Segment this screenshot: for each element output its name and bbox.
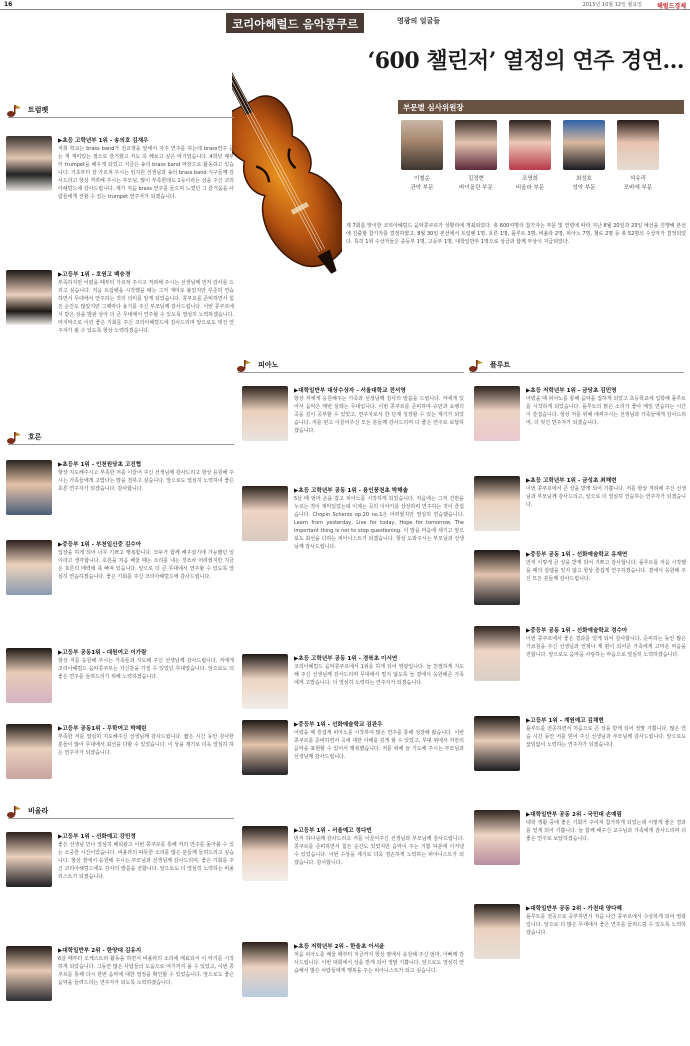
divider [8, 444, 234, 445]
entry-flute-5 [474, 716, 688, 800]
entry-heading: ▶대학일반부 공동 2위 - 가천대 양다혜 [526, 906, 622, 912]
entry-heading: ▶대학일반부 2위 - 한양대 김유지 [58, 948, 142, 954]
entry-heading: ▶중등부 공동 1위 - 선화예술학교 정수아 [526, 628, 628, 634]
winner-photo [474, 626, 520, 681]
entry-heading: ▶고등부 공동1위 - 대원여고 이가람 [58, 650, 147, 656]
entry-body: 이번 콩쿠르에서 큰 상을 받게 되어 기쁩니다. 저를 항상 격려해 주신 선생님과 부모님께 감사드리고, 앞으로 더 열심히 연습하는 연주자가 되겠습니다. [526, 486, 686, 508]
entry-body: 항상 저를 응원해 주시는 가족들과 지도해 주신 선생님께 감사드립니다. 저에게 코리아헤럴드 음악콩쿠르는 자신감을 가질 수 있었던 무대였습니다. 앞으로도 더 좋은 연주를 들려드리기 위해 노력하겠습니다. [58, 658, 234, 680]
entry-heading: ▶중등부 1위 - 부천일신중 김수아 [58, 542, 142, 548]
jury-part: 비올라 부문 [515, 185, 545, 191]
entry-body: 어렸을 때 즐겁게 피아노를 시작하여 많은 연주를 통해 성장해 왔습니다. 이번 콩쿠르를 준비하면서 곡에 대한 이해를 깊게 할 수 있었고, 무대 위에서 저만의 음악을 표현할 수 있어서 행복했습니다. 저를 위해 늘 기도해 주시는 부모님과 선생님께 감사드립니다. [294, 730, 464, 760]
winner-photo [474, 550, 520, 605]
winner-photo [474, 476, 520, 531]
winner-photo [242, 654, 288, 709]
winner-photo [474, 716, 520, 771]
winner-photo [474, 904, 520, 959]
entry-horn-3 [6, 648, 234, 708]
winner-photo [6, 648, 52, 703]
headline: ‘600 챌린저’ 열정의 연주 경연… [367, 48, 684, 74]
jury-member [508, 120, 552, 191]
jury-photo [563, 120, 605, 170]
divider [8, 818, 234, 819]
jury-member [400, 120, 444, 191]
entry-viola-1 [6, 832, 234, 938]
entry-heading: ▶초등 저학년부 2위 - 한울초 이서윤 [294, 944, 385, 950]
entry-piano-2 [242, 486, 464, 646]
note-icon [468, 360, 484, 372]
jury-row [398, 120, 688, 210]
winner-photo [242, 720, 288, 775]
divider [238, 372, 464, 373]
entry-body: 부족한 저를 열심히 지도해주신 선생님께 감사드립니다. 짧은 시간 동안 감사한 분들이 많아 무대에서 최선을 다할 수 있었습니다. 이 상을 계기로 더욱 열심히 하는 연주자가 되겠습니다. [58, 734, 234, 756]
paper-name: 헤럴드경제 [657, 3, 686, 10]
jury-photo [401, 120, 443, 170]
entry-body: 처음 피아노를 배울 때부터 지금까지 항상 옆에서 응원해 주신 엄마, 아빠께 감사드립니다. 이번 대회에서 상을 받게 되어 정말 기쁩니다. 앞으로도 열심히 연습해서 많은 사람들에게 행복을 주는 피아니스트가 되고 싶습니다. [294, 952, 464, 974]
entry-body: 어렸을 때 피아노를 통해 음악을 접하게 되었고 초등학교에 입학해 플루트를 시작하게 되었습니다. 플루트의 맑은 소리가 좋아 매일 연습하는 시간이 즐겁습니다. 항상 저를 위해 애써주시는 선생님과 가족들에게 감사드리며, 더 멋진 연주자가 되겠습니다. [526, 396, 686, 426]
jury-photo [617, 120, 659, 170]
entry-heading: ▶초등 고학년부 공동 1위 - 경북초 이서연 [294, 656, 398, 662]
entry-flute-2 [474, 476, 688, 538]
entry-heading: ▶중등부 1위 - 선화예술학교 김관우 [294, 722, 383, 728]
masthead-title: 코리아헤럴드 음악콩쿠르 [226, 13, 364, 33]
entry-heading: ▶고등부 공동1위 - 무학여고 박혜린 [58, 726, 147, 732]
page-number: 16 [4, 1, 13, 8]
entry-flute-1 [474, 386, 688, 470]
entry-heading: ▶대학일반부 공동 2위 - 국민대 손예림 [526, 812, 622, 818]
entry-heading: ▶고등부 1위 - 선화예고 강민정 [58, 834, 136, 840]
entry-heading: ▶고등부 1위 - 서울예고 정다빈 [294, 828, 372, 834]
entry-heading: ▶고등부 1위 - 호원고 백승경 [58, 272, 131, 278]
section-title: 비올라 [28, 807, 49, 815]
jury-part: 모바에 부문 [623, 185, 653, 191]
section-trumpet [6, 105, 234, 117]
entry-piano-3 [242, 654, 464, 716]
winner-photo [242, 942, 288, 997]
winner-photo [6, 946, 52, 1001]
section-piano [236, 360, 464, 372]
issue-date: 2015년 10월 12일 월요일 [582, 2, 642, 8]
jury-member [616, 120, 660, 191]
entry-viola-2 [6, 946, 234, 1042]
jury-photo [455, 120, 497, 170]
entry-horn-2 [6, 540, 234, 644]
jury-part: 성악 부문 [572, 185, 596, 191]
winner-photo [242, 386, 288, 441]
section-title: 호른 [28, 433, 42, 441]
jury-photo [509, 120, 551, 170]
winner-photo [242, 826, 288, 881]
entry-body: 플루트를 전공하면서 처음으로 큰 상을 받게 되어 정말 기쁩니다. 많은 연습 시간 동안 저를 믿어 주신 선생님과 부모님께 감사드립니다. 앞으로도 끊임없이 노력하는 연주자가 되겠습니다. [526, 726, 686, 748]
entry-heading: ▶초등 고학년부 공동 1위 - 용인풍천초 박해솔 [294, 488, 409, 494]
jury-part: 관악 부문 [410, 185, 434, 191]
entry-trumpet-1 [6, 136, 234, 262]
divider [470, 372, 684, 373]
jury-part: 바이올린 부문 [459, 185, 493, 191]
section-title: 플루트 [490, 361, 511, 369]
entry-body: 이번 콩쿠르에서 좋은 결과를 얻게 되어 감사합니다. 준비하는 동안 많은 가르침을 주신 선생님과 언제나 제 편이 되어준 가족에게 고마운 마음을 전합니다. 앞으로도 음악을 사랑하는 마음으로 열심히 노력하겠습니다. [526, 636, 686, 658]
note-icon [6, 432, 22, 444]
entry-body: 입상을 하게 되어 너무 기쁘고 행복합니다. 모두가 함께 해주셨기에 가능했던 일이라고 생각합니다. 호른을 처음 배울 때는 소리를 내는 것조차 어려웠지만 지금은 호른의 매력에 푹 빠져 있습니다. 앞으로 더 큰 무대에서 연주할 수 있도록 열심히 연습하겠습니다. 좋은 기회를 주신 코리아헤럴드에 감사드립니다. [58, 550, 234, 580]
entry-heading: ▶초등 고학년부 1위 - 금성초 최해련 [526, 478, 617, 484]
winner-photo [6, 460, 52, 515]
entry-body: 항상 지도해주시고 부족한 저를 이끌어 주신 선생님께 감사드리고 항상 응원해 주시는 가족들에게 고맙다는 말을 전하고 싶습니다. 앞으로도 열심히 노력하여 좋은 호른 연주자가 되겠습니다. 감사합니다. [58, 470, 234, 492]
page-header [0, 0, 690, 10]
jury-name: 김정현 [468, 176, 484, 182]
entry-flute-4 [474, 626, 688, 706]
intro-paragraph: 제 7회를 맞이한 코리아헤럴드 음악콩쿠르가 성황리에 개최되었다. 총 600여명의 참가자는 부문 및 연령에 따라 지난 8월 20일과 23일 예선을 진행해 본선에 진출할 참가자를 결정하였고, 8월 30일 본선에서 트럼펫 1명, 호른 1명, 플루트 3명, 비올라 2명, 피아노 7명, 첼로 2명 등 총 52명의 수상자가 결정되었다. 특히 1위 수상자들은 중등부 1명, 고등부 1명, 대학일반부 1명으로 상금과 함께 부상이 지급되었다. [346, 223, 686, 245]
jury-name: 이철순 [414, 176, 430, 182]
entry-piano-4 [242, 720, 464, 810]
note-icon [236, 360, 252, 372]
entry-body: 먼저 하나님께 감사드리고 저를 이끌어주신 선생님과 부모님께 감사드립니다. 콩쿠르를 준비하면서 힘든 순간도 있었지만 음악이 주는 기쁨 덕분에 이겨낼 수 있었습니다. 이번 수상을 계기로 더욱 겸손하게 노력하는 피아니스트가 되겠습니다. 감사합니다. [294, 836, 464, 866]
entry-heading: ▶초등 저학년부 1위 - 금당초 김민영 [526, 388, 617, 394]
section-title: 피아노 [258, 361, 279, 369]
section-flute [468, 360, 688, 372]
section-title: 트럼펫 [28, 106, 49, 114]
entry-trumpet-2 [6, 270, 234, 416]
winner-photo [6, 724, 52, 779]
entry-horn-4 [6, 724, 234, 790]
jury-member [562, 120, 606, 191]
entry-heading: ▶중등부 공동 1위 - 선화예술학교 유재연 [526, 552, 628, 558]
winner-photo [474, 386, 520, 441]
note-icon [6, 806, 22, 818]
jury-banner: 부문별 심사위원장 [398, 100, 684, 114]
jury-name: 석유리 [630, 176, 646, 182]
section-viola [6, 806, 234, 818]
entry-horn-1 [6, 460, 234, 526]
jury-name: 최성호 [576, 176, 592, 182]
winner-photo [6, 136, 52, 191]
winner-photo [6, 832, 52, 887]
winner-photo [474, 810, 520, 865]
masthead-subtitle: 영광의 얼굴들 [397, 17, 441, 25]
entry-body: 6살 때부터 오케스트라 활동을 하면서 비올라의 소리에 매료되어 이 악기를 시작하게 되었습니다. 그동안 많은 사람들의 도움으로 여기까지 올 수 있었고, 이번 콩쿠르를 통해 다시 한번 음악에 대한 열정을 확인할 수 있었습니다. 앞으로도 좋은 음악을 들려드리는 연주자가 되도록 노력하겠습니다. [58, 956, 234, 986]
entry-piano-6 [242, 942, 464, 1042]
violin-image [232, 34, 342, 334]
entry-flute-6 [474, 810, 688, 894]
entry-body: 항상 저에게 응원해주는 가족과 선생님께 감사의 말씀을 드립니다. 저에게 있어서 음악은 매번 설레는 무대입니다. 이번 콩쿠르를 준비하며 슈만과 쇼팽의 곡을 깊이 공부할 수 있었고, 연주자로서 한 단계 성장할 수 있는 계기가 되었습니다. 저를 믿고 이끌어주신 모든 분들께 감사드리며 더 좋은 연주로 보답하겠습니다. [294, 396, 464, 434]
winner-photo [242, 486, 288, 541]
section-horn [6, 432, 234, 444]
entry-piano-5 [242, 826, 464, 932]
entry-flute-7 [474, 904, 688, 984]
jury-member [454, 120, 498, 191]
entry-body: 코리아헤럴드 음악콩쿠르에서 1위를 하게 되어 영광입니다. 늘 친절하게 지도해 주신 선생님께 감사드리며 무대에서 떨지 않도록 늘 곁에서 응원해준 가족에게 고맙습니다. 더 열심히 노력하는 연주자가 되겠습니다. [294, 664, 464, 686]
entry-body: 저희 학교는 brass band가 전교생을 앞에서 자주 연주를 하는데 brass연주 듣는 게 재미있는 점으로 즐거웠고 저도 꼭 해보고 싶은 악기였습니다. 4학년 때부터 trumpet을 배우게 되었고 지금은 송의 brass band 악장으로 활동하고 있습니다. 기초부터 잘 가르쳐 주시는 임지원 선생님과 송의 brass band 식구들께 감사드리고 항상 격려해 주시는 부모님, 많이 부족한데도 1등이라는 상을 주신 코리아헤럴드에 감사드립니다. 제가 처음 brass 연주를 들으며 느꼈던 그 즐거움을 사람들에게 전할 수 있는 trumpet 연주자가 되겠습니다. [58, 146, 234, 200]
entry-heading: ▶대학일반부 대상수상자 - 서울대학교 전서영 [294, 388, 406, 394]
entry-body: 먼저 이렇게 큰 상을 받게 되어 기쁘고 감사합니다. 플루트를 처음 시작했을 때의 설렘을 잊지 않고 항상 즐겁게 연주하겠습니다. 곁에서 응원해 주신 모든 분들께 감사드립니다. [526, 560, 686, 582]
entry-heading: ▶초등 고학년부 1위 - 송의호 김재우 [58, 138, 149, 144]
entry-flute-3 [474, 550, 688, 612]
entry-body: 5살 때 엄마 손을 잡고 피아노를 시작하게 되었습니다. 처음에는 그저 건반을 누르는 것이 재미있었는데 이제는 곡의 이야기를 상상하며 연주하는 것이 즐겁습니다. Chopin Scherzo op.20 no.1은 어려웠지만 열심히 연습했습니다. Learn from yesterday, Live for today, Hope for tomorrow. The important thing is not to stop questioning. 이 말을 마음에 새기고 앞으로도 최선을 다하는 피아니스트가 되겠습니다. 항상 도와주시는 부모님과 선생님께 감사드립니다. [294, 496, 464, 550]
entry-piano-1 [242, 386, 464, 476]
entry-body: 대학 생활 중에 좋은 기회가 주어져 참가하게 되었는데 이렇게 좋은 결과를 얻게 되어 기쁩니다. 늘 함께 해주신 교수님과 가족에게 감사드리며 더 좋은 연주로 보답하겠습니다. [526, 820, 686, 842]
entry-heading: ▶고등부 1위 - 계원예고 김채현 [526, 718, 604, 724]
entry-body: 좋은 선생님 만나 열심히 배워왔고 이번 콩쿠르를 통해 저의 연주를 돌아볼 수 있는 소중한 시간이었습니다. 비올라의 따뜻한 소리를 많은 분들께 들려드리고 싶습니다. 항상 곁에서 응원해 주시는 부모님과 선생님께 감사드리며, 좋은 기회를 주신 코리아헤럴드에도 감사의 말씀을 전합니다. 앞으로도 더 열심히 노력하는 비올리스트가 되겠습니다. [58, 842, 234, 880]
entry-body: 플루트를 전공으로 공부하면서 처음 나간 콩쿠르에서 수상하게 되어 영광입니다. 앞으로 더 많은 무대에서 좋은 연주를 들려드릴 수 있도록 노력하겠습니다. [526, 914, 686, 936]
winner-photo [6, 270, 52, 325]
winner-photo [6, 540, 52, 595]
divider [8, 117, 234, 118]
note-icon [6, 105, 22, 117]
entry-body: 부족하지만 어렸을 때부터 가르쳐 주시고 격려해 주시는 선생님께 먼저 감사를 드리고 싶습니다. 처음 트럼펫을 시작했을 때는 그저 재미로 불었지만 꾸준히 연습하면서 무대에서 연주하는 것의 의미를 알게 되었습니다. 콩쿠르를 준비하면서 힘든 순간도 많았지만 그때마다 용기를 주신 부모님께 감사드립니다. 이번 콩쿠르에서 받은 상을 발판 삼아 더 큰 무대에서 연주할 수 있도록 열심히 노력하겠습니다. 마지막으로 이런 좋은 기회를 주신 코리아헤럴드에 감사드리며 앞으로도 멋진 연주자가 될 수 있도록 항상 노력하겠습니다. [58, 280, 234, 334]
jury-name: 조영희 [522, 176, 538, 182]
entry-heading: ▶초등부 1위 - 인천원당초 고진협 [58, 462, 142, 468]
